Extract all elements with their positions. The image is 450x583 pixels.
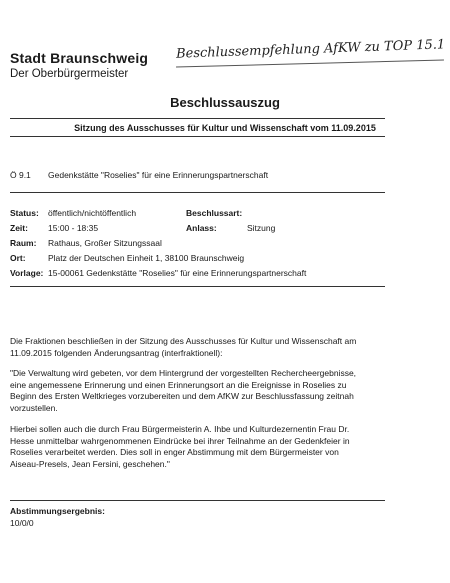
agenda-item-number: Ö 9.1 <box>10 170 31 180</box>
text-line: Hierbei sollen auch die durch Frau Bürgermeisterin A. Ihbe und Kulturdezernentin Frau Dr. <box>10 424 350 434</box>
anlass-value: Sitzung <box>247 223 276 233</box>
text-line: Hesse unmittelbar wahrgenommenen Eindrücke bei ihrer Teilnahme an der Gedenkfeier in <box>10 435 350 446</box>
text-line: Roselies verarbeitet werden. Dies soll in enger Abstimmung mit dem Bürgermeister von <box>10 447 339 457</box>
text-line: Die Fraktionen beschließen in der Sitzung des Ausschusses für Kultur und Wissenschaft am <box>10 336 357 346</box>
raum-label: Raum: <box>10 238 37 248</box>
motion-paragraph <box>10 368 390 414</box>
divider-details <box>10 286 385 287</box>
vote-result-value: 10/0/0 <box>10 518 34 528</box>
meeting-title: Sitzung des Ausschusses für Kultur und Wissenschaft vom 11.09.2015 <box>74 123 376 133</box>
vorlage-label: Vorlage: <box>10 268 44 278</box>
implementation-paragraph <box>10 424 390 470</box>
divider-agenda <box>10 192 385 193</box>
zeit-label: Zeit: <box>10 223 28 233</box>
handwritten-note: Beschlussempfehlung AfKW zu TOP 15.1 <box>175 37 446 62</box>
text-line: Beginn des Ersten Weltkrieges vorzubereiten und dem AfKW zur Beschlussfassung zeitnah <box>10 391 354 401</box>
status-label: Status: <box>10 208 39 218</box>
divider-vote <box>10 500 385 501</box>
text-line: "Die Verwaltung wird gebeten, vor dem Hintergrund der vorgestellten Rechercheergebnisse, <box>10 368 357 378</box>
text-line: eine angemessene Erinnerung und einen Erinnerungsort an die Ereignisse in Roselies zu <box>10 379 347 390</box>
vorlage-value: 15-00061 Gedenkstätte "Roselies" für eine Erinnerungspartnerschaft <box>48 268 307 278</box>
decision-intro-paragraph <box>10 336 390 359</box>
document-title: Beschlussauszug <box>170 95 280 110</box>
status-value: öffentlich/nichtöffentlich <box>48 208 137 218</box>
agenda-item-title: Gedenkstätte "Roselies" für eine Erinnerungspartnerschaft <box>48 170 269 180</box>
vote-result-label: Abstimmungsergebnis: <box>10 506 105 516</box>
anlass-label: Anlass: <box>186 223 217 233</box>
beschlussart-label: Beschlussart: <box>186 208 243 218</box>
text-line: 11.09.2015 folgenden Änderungsantrag (interfraktionell): <box>10 347 223 358</box>
ort-label: Ort: <box>10 253 26 263</box>
organization-name: Stadt Braunschweig <box>10 50 149 66</box>
raum-value: Rathaus, Großer Sitzungssaal <box>48 238 162 248</box>
handwritten-underline <box>176 59 444 67</box>
department-name: Der Oberbürgermeister <box>10 68 129 80</box>
zeit-value: 15:00 - 18:35 <box>48 223 99 233</box>
divider-meeting <box>10 136 385 137</box>
text-line: Aiseau-Presels, Jean Fersini, geschehen." <box>10 458 170 469</box>
text-line: vorzustellen. <box>10 402 58 413</box>
divider-top <box>10 118 385 119</box>
ort-value: Platz der Deutschen Einheit 1, 38100 Braunschweig <box>48 253 245 263</box>
